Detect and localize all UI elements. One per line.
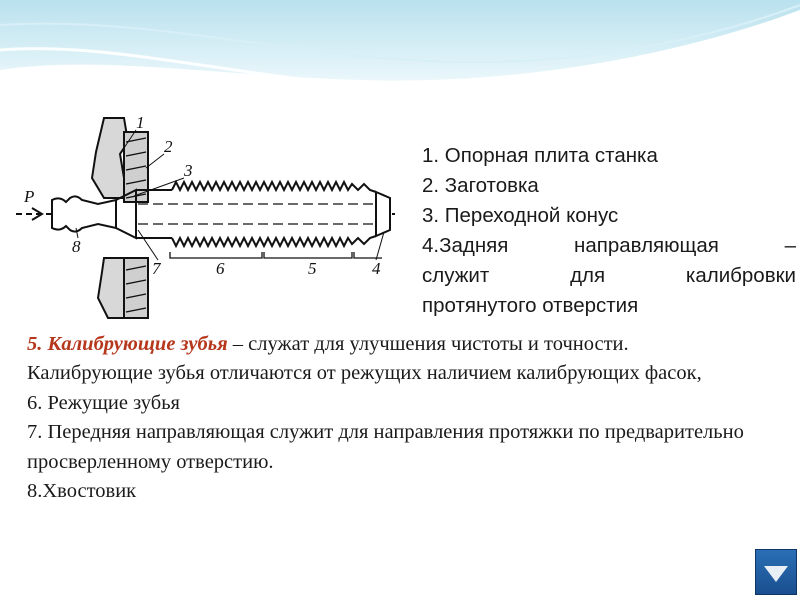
item-5 [27, 330, 767, 359]
dimension-braces [170, 252, 382, 258]
support-plate [92, 118, 148, 318]
callout-7: 7 [152, 259, 161, 278]
item-7: 7. Передняя направляющая служит для направления протяжки по предварительно просверленному отверстию. [27, 421, 744, 473]
item-5-text: – служат для улучшения чистоты и точности. [227, 333, 629, 355]
figure-legend [422, 141, 796, 321]
item-5-term: 5. Калибрующие зубья [27, 333, 228, 355]
description-text [27, 330, 767, 506]
callout-2: 2 [164, 137, 173, 156]
callout-3: 3 [184, 161, 193, 180]
header-wave-decoration [0, 0, 800, 110]
legend-item-4-end: протянутого отверстия [422, 294, 639, 317]
callout-4: 4 [372, 259, 381, 278]
callout-6: 6 [216, 259, 225, 278]
legend-item-2: 2. Заготовка [422, 174, 539, 197]
callout-8: 8 [72, 237, 81, 256]
next-triangle-icon [756, 550, 796, 594]
legend-item-1: 1. Опорная плита станка [422, 144, 658, 167]
legend-item-4: 4.Задняя направляющая – [422, 234, 796, 257]
callout-labels [23, 113, 381, 278]
callout-1: 1 [136, 113, 145, 132]
next-slide-button[interactable] [755, 549, 797, 595]
item-6: 6. Режущие зубья [27, 391, 180, 414]
item-8: 8.Хвостовик [27, 480, 137, 503]
callout-P: P [24, 187, 35, 206]
legend-item-4-cont: служит для калибровки [422, 264, 796, 287]
broach-diagram [12, 112, 400, 338]
callout-5: 5 [308, 259, 317, 278]
legend-item-3: 3. Переходной конус [422, 204, 619, 227]
item-5-extra: Калибрующие зубья отличаются от режущих наличием калибрующих фасок, [27, 362, 702, 385]
